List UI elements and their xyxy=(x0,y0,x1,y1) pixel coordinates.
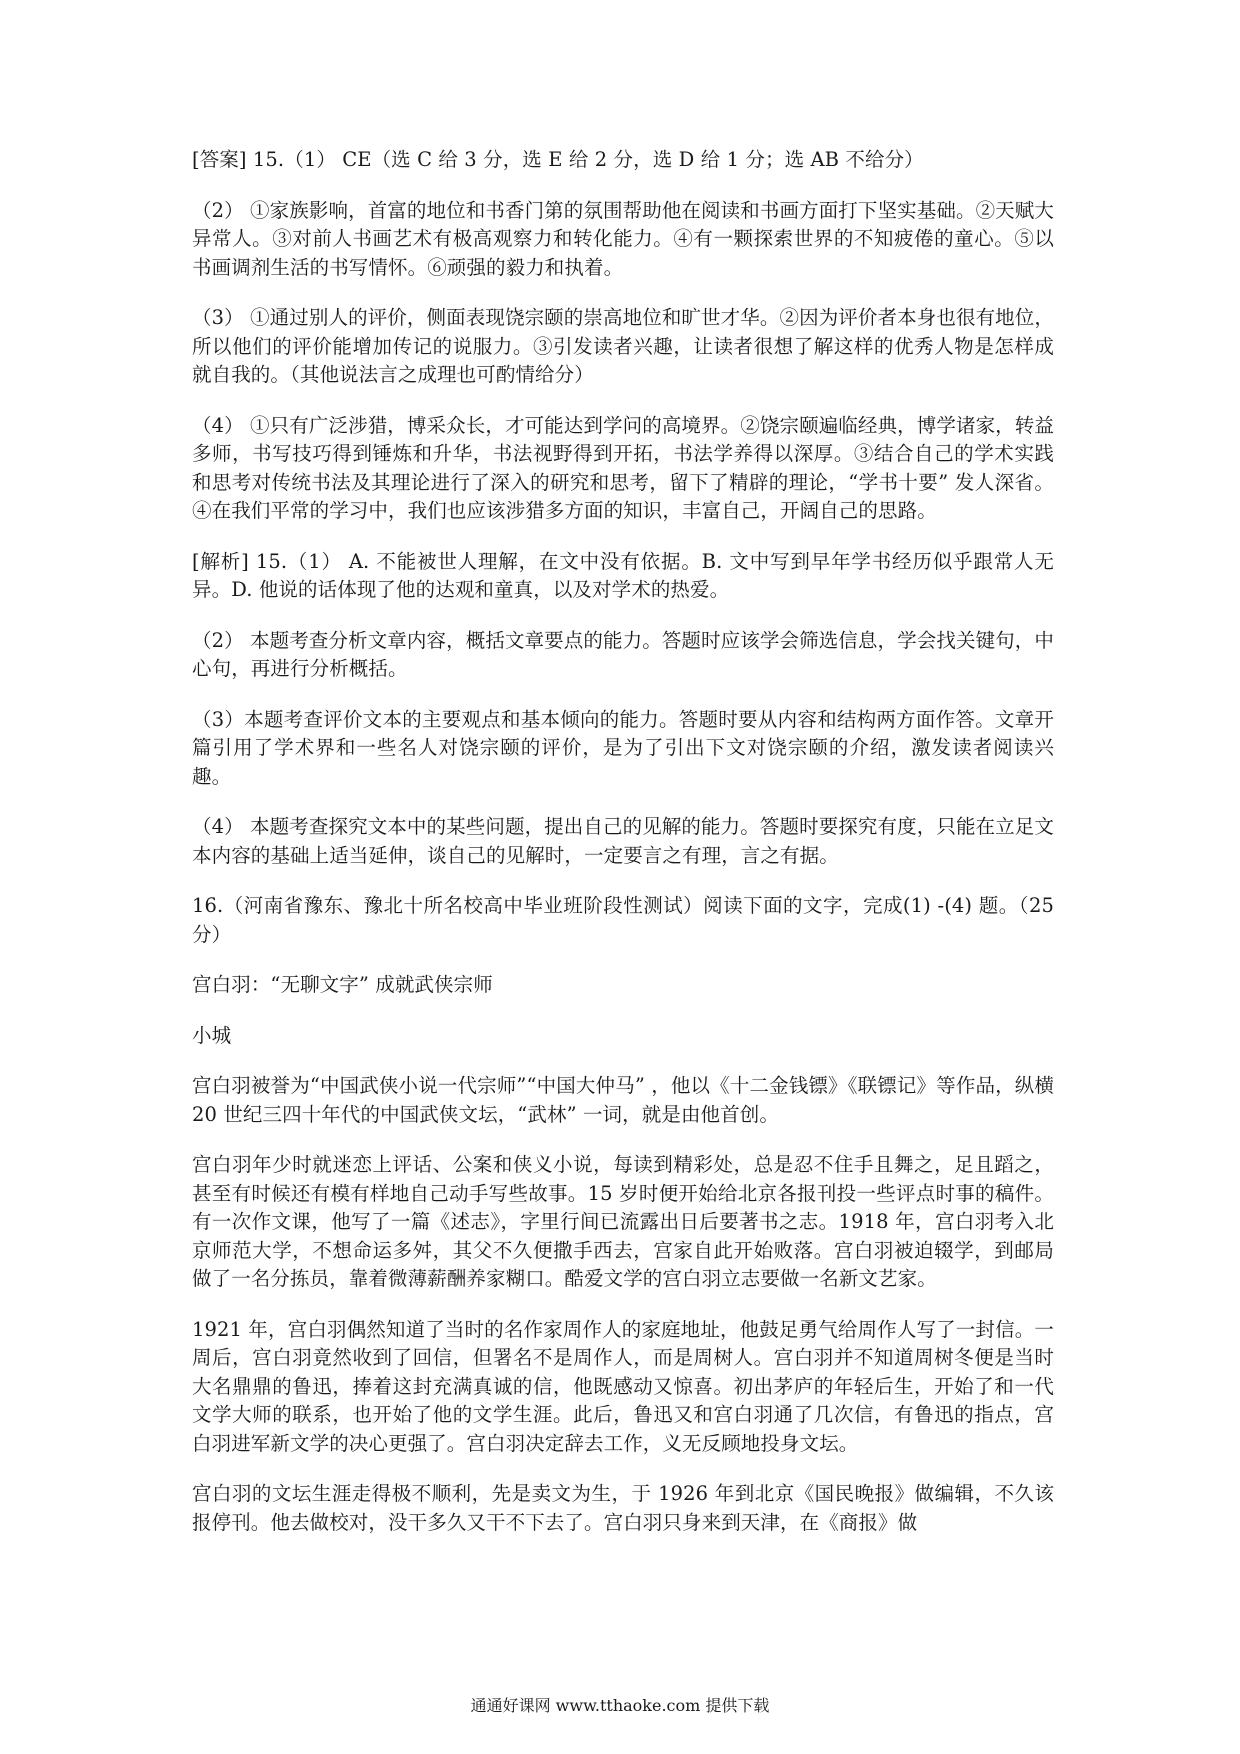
article-paragraph: 宫白羽年少时就迷恋上评话、公案和侠义小说，每读到精彩处，总是忍不住手且舞之，足且蹈之，甚至有时候还有模有样地自己动手写些故事。15 岁时便开始给北京各报刊投一些评点时事的稿件。有一次作文课，他写了一篇《述志》，字里行间已流露出日后要著书之志。1918 年，宫白羽考入北京师范大学，不想命运多舛，其父不久便撒手西去，宫家自此开始败落。宫白羽被迫辍学，到邮局做了一名分拣员，靠着微薄薪酬养家糊口。酷爱文学的宫白羽立志要做一名新文艺家。 xyxy=(192,1153,1054,1290)
article-paragraph: 1921 年，宫白羽偶然知道了当时的名作家周作人的家庭地址，他鼓足勇气给周作人写了一封信。一周后，宫白羽竟然收到了回信，但署名不是周作人，而是周树人。宫白羽并不知道周树冬便是当时大名鼎鼎的鲁迅，捧着这封充满真诚的信，他既感动又惊喜。初出茅庐的年轻后生，开始了和一代文学大师的联系，也开始了他的文学生涯。此后，鲁迅又和宫白羽通了几次信，有鲁迅的指点，宫白羽进军新文学的决心更强了。宫白羽决定辞去工作，义无反顾地投身文坛。 xyxy=(192,1317,1054,1455)
analysis-15-3: （3）本题考查评价文本的主要观点和基本倾向的能力。答题时要从内容和结构两方面作答。文章开篇引用了学术界和一些名人对饶宗颐的评价，是为了引出下文对饶宗颐的介绍，激发读者阅读兴趣。 xyxy=(192,707,1054,788)
answer-15-3: （3） ①通过别人的评价，侧面表现饶宗颐的崇高地位和旷世才华。②因为评价者本身也很有地位，所以他们的评价能增加传记的说服力。③引发读者兴趣，让读者很想了解这样的优秀人物是怎样成就自我的。（其他说法言之成理也可酌情给分） xyxy=(192,306,1054,386)
answer-15-2: （2） ①家族影响，首富的地位和书香门第的氛围帮助他在阅读和书画方面打下坚实基础。②天赋大异常人。③对前人书画艺术有极高观察力和转化能力。④有一颗探索世界的不知疲倦的童心。⑤以书画调剂生活的书写情怀。⑥顽强的毅力和执着。 xyxy=(192,198,1054,279)
article-paragraph: 宫白羽的文坛生涯走得极不顺利，先是卖文为生，于 1926 年到北京《国民晚报》做编辑，不久该报停刊。他去做校对，没干多久又干不下去了。宫白羽只身来到天津，在《商报》做 xyxy=(192,1482,1054,1534)
question-16-heading: 16.（河南省豫东、豫北十所名校高中毕业班阶段性测试）阅读下面的文字，完成(1) -(4) 题。（25 分） xyxy=(192,894,1054,946)
analysis-15-2: （2） 本题考查分析文章内容，概括文章要点的能力。答题时应该学会筛选信息，学会找关键句，中心句，再进行分析概括。 xyxy=(192,628,1054,680)
page-footer: 通通好课网 www.tthaoke.com 提供下载 xyxy=(470,1696,770,1715)
document-body xyxy=(192,146,1054,1559)
analysis-15-1: [解析] 15.（1） A. 不能被世人理解，在文中没有依据。B. 文中写到早年学书经历似乎跟常人无异。D. 他说的话体现了他的达观和童真，以及对学术的热爱。 xyxy=(192,549,1054,601)
article-paragraph: 宫白羽被誉为“中国武侠小说一代宗师”“中国大仲马” ，他以《十二金钱镖》《联镖记》等作品，纵横 20 世纪三四十年代的中国武侠文坛，“武林” 一词，就是由他首创。 xyxy=(192,1074,1054,1126)
analysis-15-4: （4） 本题考查探究文本中的某些问题，提出自己的见解的能力。答题时要探究有度，只能在立足文本内容的基础上适当延伸，谈自己的见解时，一定要言之有理，言之有据。 xyxy=(192,815,1054,867)
article-title: 宫白羽：“无聊文字” 成就武侠宗师 xyxy=(192,973,493,996)
answer-15-4: （4） ①只有广泛涉猎，博采众长，才可能达到学问的高境界。②饶宗颐遍临经典，博学诸家，转益多师，书写技巧得到锤炼和升华，书法视野得到开拓，书法学养得以深厚。③结合自己的学术实践和思考对传统书法及其理论进行了深入的研究和思考，留下了精辟的理论，“学书十要” 发人深省。④在我们平常的学习中，我们也应该涉猎多方面的知识，丰富自己，开阔自己的思路。 xyxy=(192,413,1054,522)
article-author: 小城 xyxy=(192,1023,232,1047)
answer-15-1: [答案] 15.（1） CE（选 C 给 3 分，选 E 给 2 分，选 D 给 1 分；选 AB 不给分） xyxy=(192,148,924,171)
